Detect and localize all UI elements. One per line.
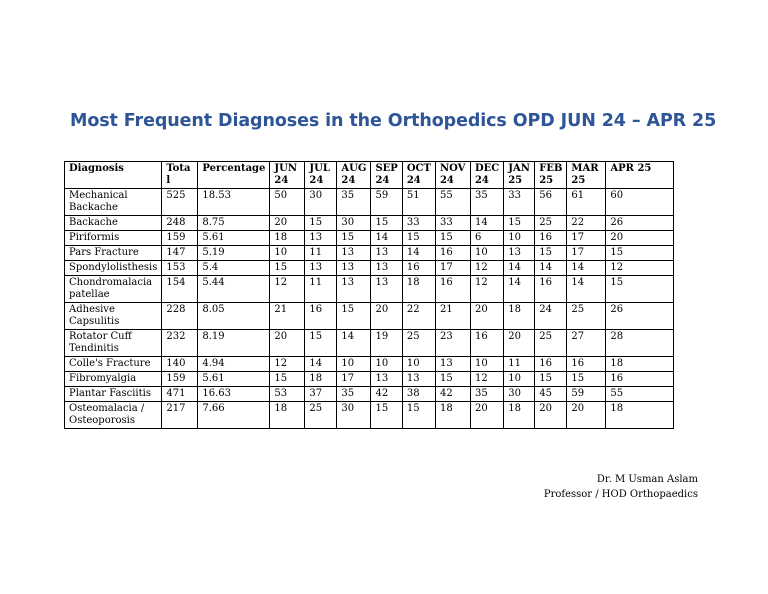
column-header-line: 25 [508, 175, 523, 186]
value-cell: 14 [337, 330, 371, 357]
value-cell: 28 [606, 330, 674, 357]
value-cell: 11 [504, 357, 535, 372]
value-cell: 18 [504, 402, 535, 429]
column-header-line [610, 175, 669, 187]
value-cell: 140 [162, 357, 198, 372]
value-cell: 16 [435, 246, 470, 261]
diagnosis-cell: Osteomalacia / Osteoporosis [65, 402, 162, 429]
column-header-line: DEC [474, 163, 500, 174]
value-cell: 16 [567, 357, 606, 372]
value-cell: 15 [402, 402, 435, 429]
table-row [65, 357, 674, 372]
value-cell: 30 [504, 387, 535, 402]
value-cell: 13 [435, 357, 470, 372]
column-header [162, 162, 198, 189]
table-row [65, 372, 674, 387]
value-cell: 16 [402, 261, 435, 276]
column-header-line: 25 [539, 175, 554, 186]
value-cell: 15 [606, 246, 674, 261]
column-header-line: JUL [309, 163, 330, 174]
value-cell: 25 [305, 402, 337, 429]
column-header-line: AUG [341, 163, 367, 174]
value-cell: 16 [535, 276, 567, 303]
column-header [402, 162, 435, 189]
column-header-line: FEB [539, 163, 563, 174]
value-cell: 13 [337, 246, 371, 261]
value-cell: 35 [337, 387, 371, 402]
diagnosis-cell: Colle's Fracture [65, 357, 162, 372]
column-header-line [202, 175, 265, 187]
value-cell: 16 [470, 330, 503, 357]
value-cell: 10 [504, 231, 535, 246]
column-header-line: JAN [508, 163, 530, 174]
value-cell: 5.61 [198, 231, 270, 246]
table-row [65, 387, 674, 402]
value-cell: 19 [371, 330, 402, 357]
column-header-line: 25 [571, 175, 586, 186]
value-cell: 20 [606, 231, 674, 246]
value-cell: 18 [305, 372, 337, 387]
value-cell: 42 [371, 387, 402, 402]
value-cell: 22 [402, 303, 435, 330]
value-cell: 50 [270, 189, 305, 216]
column-header-line: 24 [439, 175, 454, 186]
value-cell: 8.19 [198, 330, 270, 357]
value-cell: 30 [337, 402, 371, 429]
value-cell: 24 [535, 303, 567, 330]
value-cell: 60 [606, 189, 674, 216]
value-cell: 16 [535, 357, 567, 372]
value-cell: 18 [402, 276, 435, 303]
column-header [567, 162, 606, 189]
value-cell: 16.63 [198, 387, 270, 402]
value-cell: 21 [435, 303, 470, 330]
value-cell: 33 [435, 216, 470, 231]
value-cell: 16 [606, 372, 674, 387]
value-cell: 14 [504, 261, 535, 276]
diagnoses-table [64, 161, 674, 429]
value-cell: 12 [270, 357, 305, 372]
value-cell: 18 [606, 357, 674, 372]
value-cell: 15 [337, 303, 371, 330]
value-cell: 11 [305, 276, 337, 303]
column-header-line: 24 [474, 175, 489, 186]
value-cell: 35 [470, 387, 503, 402]
value-cell: 10 [270, 246, 305, 261]
column-header [470, 162, 503, 189]
value-cell: 154 [162, 276, 198, 303]
table-row [65, 303, 674, 330]
value-cell: 217 [162, 402, 198, 429]
column-header-line: OCT [406, 163, 431, 174]
value-cell: 525 [162, 189, 198, 216]
value-cell: 15 [270, 372, 305, 387]
value-cell: 26 [606, 216, 674, 231]
value-cell: 5.4 [198, 261, 270, 276]
column-header-line [69, 175, 157, 187]
value-cell: 25 [535, 330, 567, 357]
value-cell: 4.94 [198, 357, 270, 372]
column-header-line: APR 25 [610, 163, 652, 174]
signature-role: Professor / HOD Orthopaedics [543, 489, 698, 500]
value-cell: 15 [305, 216, 337, 231]
value-cell: 33 [402, 216, 435, 231]
diagnosis-cell: Backache [65, 216, 162, 231]
value-cell: 37 [305, 387, 337, 402]
diagnosis-cell: Spondylolisthesis [65, 261, 162, 276]
diagnosis-cell: Fibromyalgia [65, 372, 162, 387]
value-cell: 13 [371, 246, 402, 261]
column-header [305, 162, 337, 189]
value-cell: 18 [435, 402, 470, 429]
value-cell: 14 [470, 216, 503, 231]
value-cell: 16 [435, 276, 470, 303]
value-cell: 232 [162, 330, 198, 357]
value-cell: 16 [305, 303, 337, 330]
value-cell: 20 [371, 303, 402, 330]
value-cell: 18 [606, 402, 674, 429]
table-row [65, 261, 674, 276]
value-cell: 21 [270, 303, 305, 330]
table-row [65, 246, 674, 261]
value-cell: 6 [470, 231, 503, 246]
value-cell: 159 [162, 231, 198, 246]
value-cell: 10 [470, 246, 503, 261]
value-cell: 5.61 [198, 372, 270, 387]
value-cell: 35 [337, 189, 371, 216]
column-header-line: 24 [274, 175, 289, 186]
value-cell: 13 [504, 246, 535, 261]
value-cell: 17 [337, 372, 371, 387]
table-row [65, 402, 674, 429]
value-cell: 15 [504, 216, 535, 231]
column-header-line: Tota [166, 163, 191, 174]
value-cell: 20 [270, 330, 305, 357]
value-cell: 30 [305, 189, 337, 216]
value-cell: 15 [371, 216, 402, 231]
table-row [65, 231, 674, 246]
value-cell: 7.66 [198, 402, 270, 429]
column-header-line: SEP [375, 163, 398, 174]
column-header-line: JUN [274, 163, 298, 174]
column-header [606, 162, 674, 189]
value-cell: 20 [470, 303, 503, 330]
value-cell: 8.75 [198, 216, 270, 231]
value-cell: 12 [470, 276, 503, 303]
value-cell: 15 [270, 261, 305, 276]
table-row [65, 276, 674, 303]
value-cell: 18 [270, 402, 305, 429]
value-cell: 15 [337, 231, 371, 246]
value-cell: 25 [567, 303, 606, 330]
value-cell: 5.44 [198, 276, 270, 303]
value-cell: 27 [567, 330, 606, 357]
diagnosis-cell: Plantar Fasciitis [65, 387, 162, 402]
value-cell: 15 [567, 372, 606, 387]
value-cell: 12 [470, 261, 503, 276]
table-row [65, 330, 674, 357]
column-header-line: 24 [375, 175, 390, 186]
value-cell: 55 [435, 189, 470, 216]
value-cell: 147 [162, 246, 198, 261]
value-cell: 15 [535, 246, 567, 261]
diagnosis-cell: Chondromalacia patellae [65, 276, 162, 303]
page-title: Most Frequent Diagnoses in the Orthopedics OPD JUN 24 – APR 25 [70, 111, 717, 131]
value-cell: 15 [305, 330, 337, 357]
value-cell: 13 [305, 231, 337, 246]
value-cell: 153 [162, 261, 198, 276]
value-cell: 8.05 [198, 303, 270, 330]
column-header-line: Diagnosis [69, 163, 124, 174]
value-cell: 35 [470, 189, 503, 216]
value-cell: 56 [535, 189, 567, 216]
value-cell: 20 [535, 402, 567, 429]
value-cell: 14 [402, 246, 435, 261]
column-header [504, 162, 535, 189]
signature-name: Dr. M Usman Aslam [596, 474, 698, 485]
diagnosis-cell: Rotator Cuff Tendinitis [65, 330, 162, 357]
value-cell: 10 [402, 357, 435, 372]
column-header-line: l [166, 175, 171, 186]
value-cell: 30 [337, 216, 371, 231]
value-cell: 11 [305, 246, 337, 261]
value-cell: 16 [535, 231, 567, 246]
value-cell: 471 [162, 387, 198, 402]
value-cell: 17 [567, 246, 606, 261]
value-cell: 5.19 [198, 246, 270, 261]
value-cell: 26 [606, 303, 674, 330]
diagnosis-cell: Adhesive Capsulitis [65, 303, 162, 330]
column-header-line: 24 [406, 175, 421, 186]
column-header [198, 162, 270, 189]
value-cell: 13 [371, 261, 402, 276]
column-header [65, 162, 162, 189]
value-cell: 13 [337, 261, 371, 276]
value-cell: 14 [504, 276, 535, 303]
value-cell: 14 [567, 261, 606, 276]
value-cell: 14 [535, 261, 567, 276]
value-cell: 13 [305, 261, 337, 276]
value-cell: 228 [162, 303, 198, 330]
value-cell: 20 [567, 402, 606, 429]
value-cell: 12 [606, 261, 674, 276]
value-cell: 10 [337, 357, 371, 372]
value-cell: 33 [504, 189, 535, 216]
value-cell: 38 [402, 387, 435, 402]
value-cell: 59 [371, 189, 402, 216]
column-header [371, 162, 402, 189]
value-cell: 248 [162, 216, 198, 231]
column-header-line: Percentage [202, 163, 266, 174]
value-cell: 14 [567, 276, 606, 303]
column-header [270, 162, 305, 189]
value-cell: 12 [270, 276, 305, 303]
diagnosis-cell: Mechanical Backache [65, 189, 162, 216]
value-cell: 45 [535, 387, 567, 402]
column-header [535, 162, 567, 189]
column-header [435, 162, 470, 189]
value-cell: 15 [606, 276, 674, 303]
value-cell: 13 [371, 372, 402, 387]
value-cell: 51 [402, 189, 435, 216]
value-cell: 159 [162, 372, 198, 387]
value-cell: 15 [535, 372, 567, 387]
value-cell: 59 [567, 387, 606, 402]
diagnosis-cell: Pars Fracture [65, 246, 162, 261]
value-cell: 10 [371, 357, 402, 372]
column-header-line: 24 [341, 175, 356, 186]
column-header [337, 162, 371, 189]
value-cell: 25 [535, 216, 567, 231]
value-cell: 14 [371, 231, 402, 246]
value-cell: 10 [470, 357, 503, 372]
value-cell: 15 [402, 231, 435, 246]
diagnosis-cell: Piriformis [65, 231, 162, 246]
value-cell: 15 [435, 372, 470, 387]
value-cell: 53 [270, 387, 305, 402]
table-header-row [65, 162, 674, 189]
value-cell: 23 [435, 330, 470, 357]
value-cell: 13 [402, 372, 435, 387]
value-cell: 25 [402, 330, 435, 357]
value-cell: 42 [435, 387, 470, 402]
value-cell: 18.53 [198, 189, 270, 216]
value-cell: 20 [270, 216, 305, 231]
value-cell: 10 [504, 372, 535, 387]
value-cell: 15 [435, 231, 470, 246]
value-cell: 22 [567, 216, 606, 231]
value-cell: 13 [337, 276, 371, 303]
value-cell: 18 [270, 231, 305, 246]
value-cell: 13 [371, 276, 402, 303]
value-cell: 20 [504, 330, 535, 357]
table-row [65, 216, 674, 231]
value-cell: 55 [606, 387, 674, 402]
value-cell: 61 [567, 189, 606, 216]
table-row [65, 189, 674, 216]
value-cell: 15 [371, 402, 402, 429]
value-cell: 12 [470, 372, 503, 387]
value-cell: 17 [435, 261, 470, 276]
value-cell: 20 [470, 402, 503, 429]
value-cell: 14 [305, 357, 337, 372]
column-header-line: NOV [439, 163, 466, 174]
value-cell: 17 [567, 231, 606, 246]
column-header-line: 24 [309, 175, 324, 186]
value-cell: 18 [504, 303, 535, 330]
column-header-line: MAR [571, 163, 599, 174]
